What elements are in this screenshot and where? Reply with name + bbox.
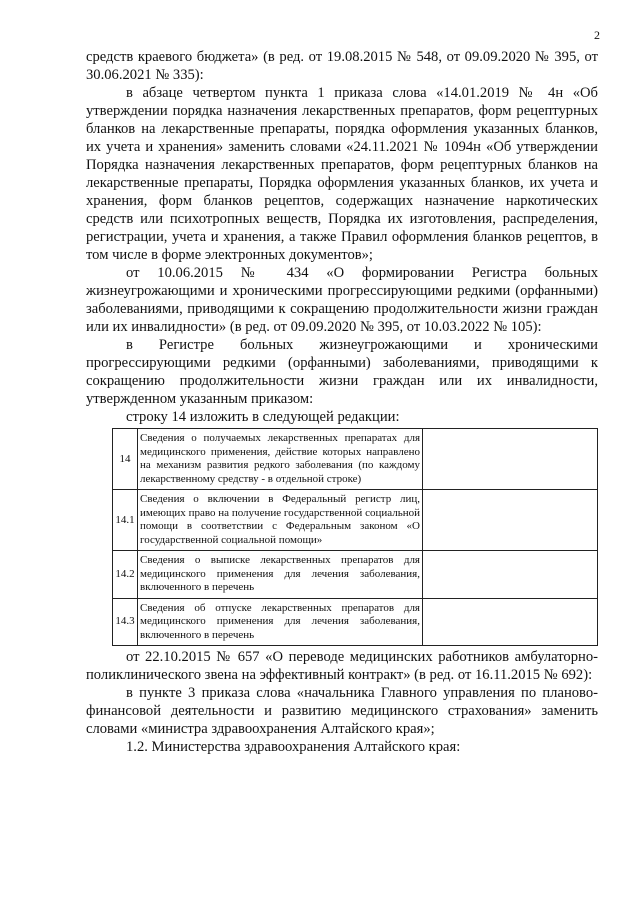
paragraph-continuation: средств краевого бюджета» (в ред. от 19.08.2015 № 548, от 09.09.2020 № 395, от 30.06.2021 № 335): xyxy=(86,49,598,83)
paragraph-order-657: от 22.10.2015 № 657 «О переводе медицинских работников амбулаторно-поликлинического звена на эффективный контракт» (в ред. от 16.11.2015 № 692): xyxy=(86,649,598,683)
row-value xyxy=(423,429,598,490)
paragraph-order-434: от 10.06.2015 № 434 «О формировании Регистра больных жизнеугрожающими и хроническими прогрессирующими редкими (орфанными) заболеваниями, приводящими к сокращению продолжительности жизни граждан или их инвалидности» (в ред. от 09.09.2020 № 395, от 10.03.2022 № 105): xyxy=(86,265,598,335)
paragraph-row-14-intro: строку 14 изложить в следующей редакции: xyxy=(126,409,400,425)
row-value xyxy=(423,551,598,599)
table-row xyxy=(113,598,598,646)
page-number: 2 xyxy=(594,28,600,42)
paragraph-section-1-2: 1.2. Министерства здравоохранения Алтайского края: xyxy=(126,739,461,755)
table-row xyxy=(113,490,598,551)
paragraph-point-3-replacement: в пункте 3 приказа слова «начальника Главного управления по планово-финансовой деятельности и развитию медицинского страхования» заменить словами «министра здравоохранения Алтайского края»; xyxy=(86,685,598,737)
row-number: 14.2 xyxy=(113,551,138,599)
table-row xyxy=(113,429,598,490)
paragraph-amendment-point-1: в абзаце четвертом пункта 1 приказа слова «14.01.2019 № 4н «Об утверждении порядка назначения лекарственных препаратов, форм рецептурных бланков на лекарственные препараты, порядка оформления указанных бланков, их учета и хранения» заменить словами «24.11.2021 № 1094н «Об утверждении Порядка назначения лекарственных препаратов, форм рецептурных бланков на лекарственные препараты, Порядка оформления указанных бланков, их учета и хранения, форм бланков рецептов, содержащих назначение наркотических средств или психотропных веществ, Порядка их изготовления, распределения, регистрации, учета и хранения, а также Правил оформления бланков рецептов, в том числе в форме электронных документов»; xyxy=(86,85,598,263)
row-description: Сведения о включении в Федеральный регистр лиц, имеющих право на получение государственной социальной помощи в соответствии с Федеральным законом «О государственной социальной помощи» xyxy=(138,490,423,551)
row-description: Сведения о получаемых лекарственных препаратах для медицинского применения, действие которых направлено на механизм развития редкого заболевания (по каждому лекарственному средству - в отдельной строке) xyxy=(138,429,423,490)
register-table-wrap xyxy=(112,428,598,646)
paragraph-register: в Регистре больных жизнеугрожающими и хроническими прогрессирующими редкими (орфанными) заболеваниями, приводящими к сокращению продолжительности жизни граждан или их инвалидности, утвержденном указанным приказом: xyxy=(86,337,598,407)
table-row xyxy=(113,551,598,599)
row-value xyxy=(423,490,598,551)
row-description: Сведения об отпуске лекарственных препаратов для медицинского применения для лечения заболевания, включенного в перечень xyxy=(138,598,423,646)
register-table xyxy=(112,428,598,646)
row-value xyxy=(423,598,598,646)
document-body xyxy=(86,48,598,756)
row-number: 14 xyxy=(113,429,138,490)
row-number: 14.1 xyxy=(113,490,138,551)
row-description: Сведения о выписке лекарственных препаратов для медицинского применения для лечения заболевания, включенного в перечень xyxy=(138,551,423,599)
row-number: 14.3 xyxy=(113,598,138,646)
